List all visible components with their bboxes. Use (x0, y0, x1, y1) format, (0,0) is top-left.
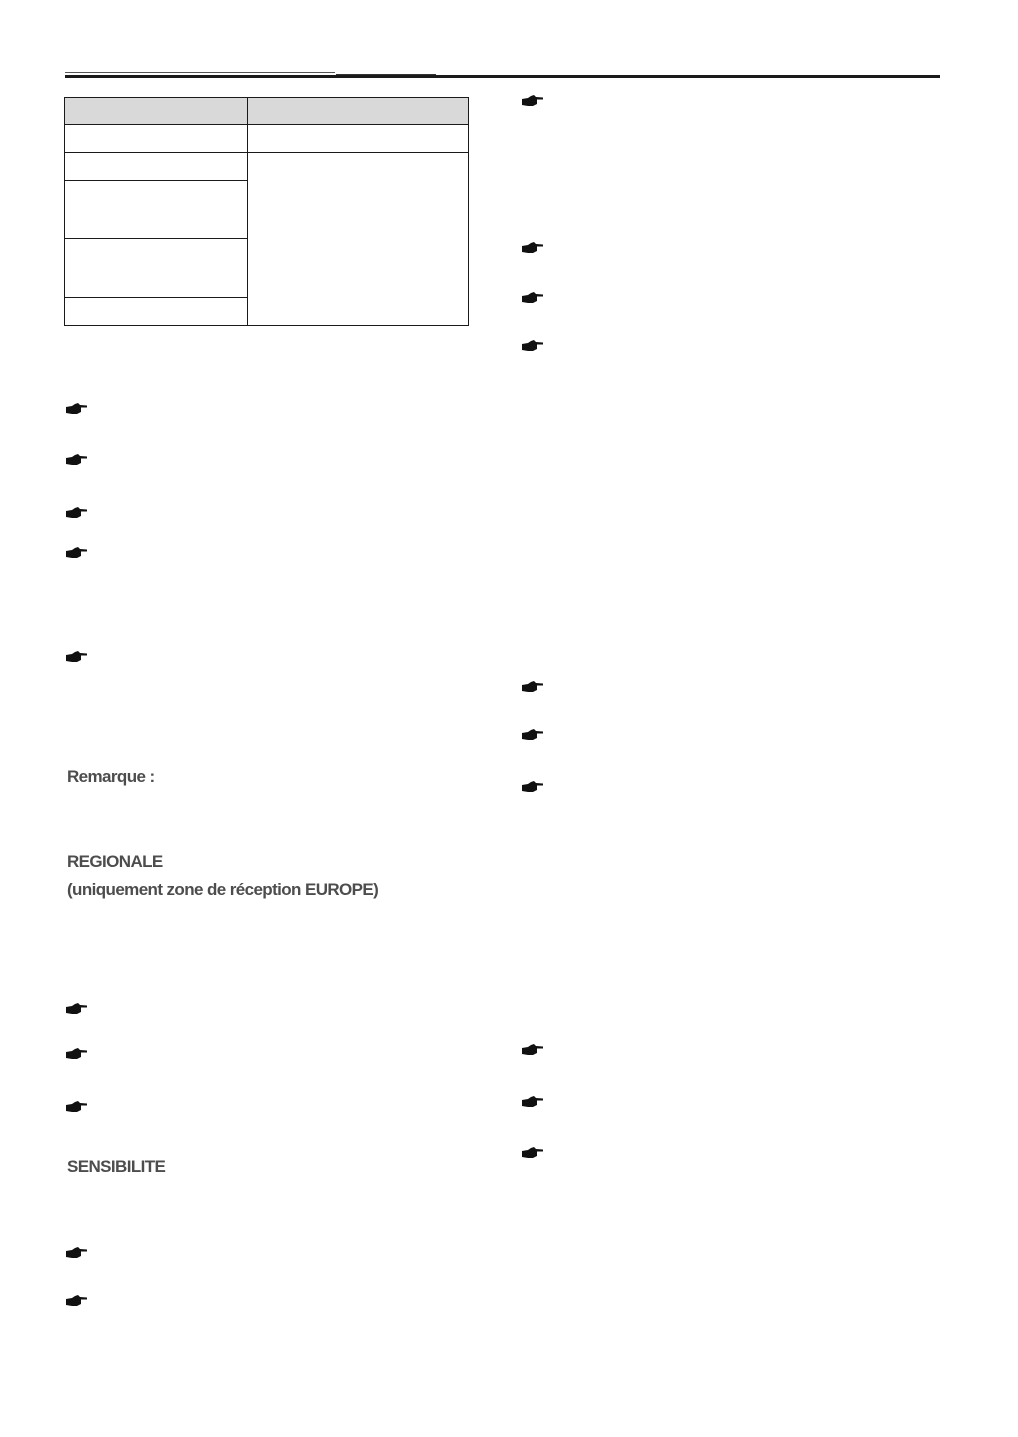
pointing-hand-icon (66, 650, 88, 664)
table-header-row (65, 98, 469, 125)
pointing-hand-icon (522, 780, 544, 794)
pointing-hand-icon (66, 1246, 88, 1260)
regionale-title: REGIONALE (67, 852, 163, 871)
pointing-hand-icon (66, 1002, 88, 1016)
table-cell (65, 238, 248, 297)
pointing-hand-icon (66, 1294, 88, 1308)
table-cell (65, 153, 248, 181)
table-cell (248, 125, 469, 153)
table-cell (65, 297, 248, 325)
table-cell (65, 181, 248, 238)
regionale-subtitle: (uniquement zone de réception EUROPE) (67, 880, 379, 899)
pointing-hand-icon (66, 402, 88, 416)
pointing-hand-icon (66, 1100, 88, 1114)
table-merged-cell (248, 153, 469, 326)
table-header-cell (248, 98, 469, 125)
header-rule-thin (65, 72, 335, 73)
remarque-label: Remarque : (67, 767, 155, 786)
pointing-hand-icon (522, 1043, 544, 1057)
sensibilite-title: SENSIBILITE (67, 1157, 166, 1176)
pointing-hand-icon (66, 1047, 88, 1061)
pointing-hand-icon (522, 241, 544, 255)
table-row (65, 125, 469, 153)
pointing-hand-icon (522, 1095, 544, 1109)
table-cell (65, 125, 248, 153)
pointing-hand-icon (66, 453, 88, 467)
pointing-hand-icon (66, 546, 88, 560)
table-header-cell (65, 98, 248, 125)
pointing-hand-icon (522, 94, 544, 108)
pointing-hand-icon (66, 506, 88, 520)
pointing-hand-icon (522, 291, 544, 305)
pointing-hand-icon (522, 1146, 544, 1160)
table-row (65, 153, 469, 181)
pointing-hand-icon (522, 728, 544, 742)
pointing-hand-icon (522, 680, 544, 694)
header-rule (65, 75, 940, 78)
settings-table (64, 97, 469, 326)
pointing-hand-icon (522, 339, 544, 353)
